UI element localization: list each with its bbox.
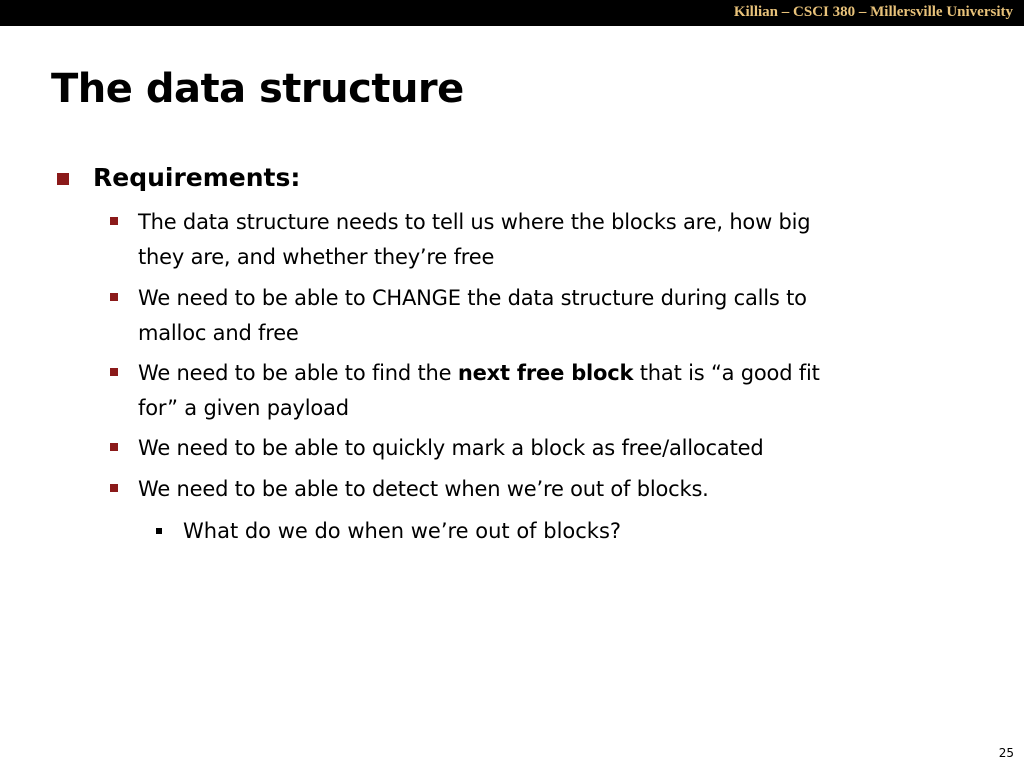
page-number: 25 — [998, 746, 1014, 760]
list-item-line: for” a given payload — [138, 396, 349, 420]
requirements-heading: Requirements: — [93, 163, 301, 192]
bullet-square-icon — [110, 217, 118, 225]
bullet-small-square-icon — [156, 528, 162, 534]
bullet-square-icon — [110, 484, 118, 492]
bullet-square-icon — [57, 173, 69, 185]
text-segment: We need to be able to find the — [138, 361, 458, 385]
bullet-square-icon — [110, 293, 118, 301]
bold-text: next free block — [457, 361, 634, 385]
sub-list-item-text: What do we do when we’re out of blocks? — [183, 519, 622, 543]
list-item-line: We need to be able to detect when we’re out of blocks. — [138, 477, 709, 501]
list-item-line — [138, 356, 820, 391]
list-item-line: We need to be able to CHANGE the data structure during calls to — [138, 286, 807, 310]
text-segment: that is “a good fit — [633, 361, 820, 385]
header-bar — [0, 0, 1024, 26]
list-item-line: malloc and free — [138, 321, 299, 345]
bullet-square-icon — [110, 368, 118, 376]
header-text: Killian – CSCI 380 – Millersville University — [733, 4, 1013, 20]
list-item-line: they are, and whether they’re free — [138, 245, 495, 269]
list-item-line: We need to be able to quickly mark a block as free/allocated — [138, 436, 764, 460]
bullet-square-icon — [110, 443, 118, 451]
list-item-line: The data structure needs to tell us where the blocks are, how big — [138, 210, 811, 234]
slide-title: The data structure — [51, 66, 464, 112]
